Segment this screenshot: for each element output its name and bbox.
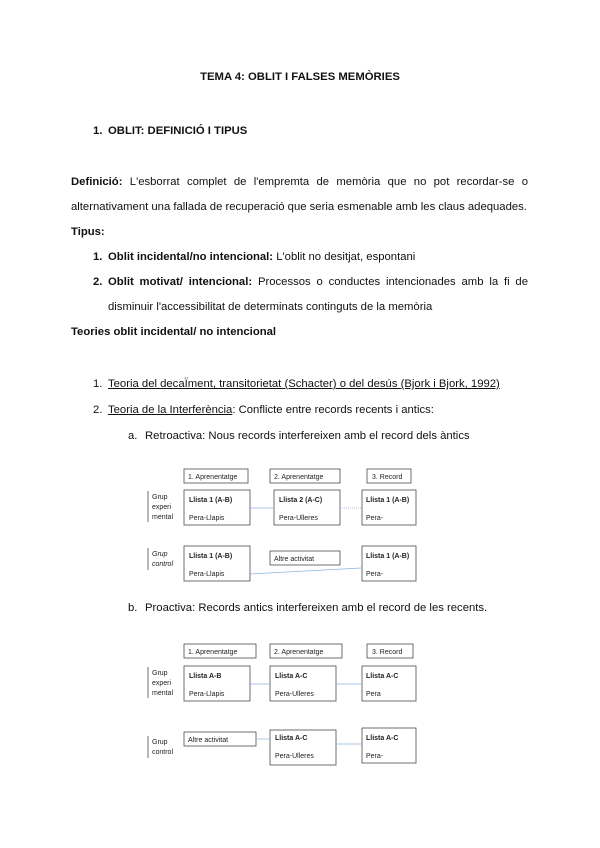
pro-group-exp-3: mental [152,690,174,697]
pro-phase2: 2. Aprenentatge [274,649,324,656]
retro-group-exp-1: Grup [152,494,168,501]
retro-ctl-other: Altre activitat [274,556,315,563]
retro-phase3: 3. Record [372,474,403,481]
retro-ctl-list3-label: Llista 1 (A-B) [366,553,410,560]
retro-group-exp-3: mental [152,514,174,521]
pro-ctl-list2-label: Llista A-C [275,735,308,742]
sub-a-letter: a. [128,430,138,442]
retro-group-ctl-1: Grup [152,551,168,558]
retro-group-exp-2: experi [152,504,172,511]
definition-label: Definició: [71,176,123,188]
pro-phase3: 3. Record [372,649,403,656]
pro-group-exp-2: experi [152,680,172,687]
teoria-2-text: : Conflicte entre records recents i antics: [232,404,434,416]
tipus-2-text: Processos o conductes intencionades amb la fi de [252,276,528,288]
sub-b-text: Proactiva: Records antics interfereixen amb el record de les recents. [145,602,488,614]
retro-ctl-arrow [250,568,361,574]
tipus-2 [108,276,528,288]
retro-exp-list2-label: Llista 2 (A-C) [279,497,323,504]
teoria-2 [108,404,434,416]
pro-phase1: 1. Aprenentatge [188,649,238,656]
tipus-2-cont: disminuir l'accessibilitat de determinats continguts de la memòria [108,301,433,313]
pro-exp-list1-pair: Pera-Llapis [189,691,225,698]
retro-ctl-list1-pair: Pera-Llapis [189,571,225,578]
sub-a-text: Retroactiva: Nous records interfereixen amb el record dels àntics [145,430,470,442]
pro-exp-list3-pair: Pera [366,691,381,698]
teoria-1-link[interactable]: Teoria del decaÏment, transitorietat (Schacter) o del desús (Bjork i Bjork, 1992) [108,378,500,390]
retro-exp-list3-pair: Pera- [366,515,384,522]
tipus-2-label: Oblit motivat/ intencional: [108,276,253,288]
proactive-diagram [146,640,420,768]
tipus-1 [108,251,415,263]
teories-heading: Teories oblit incidental/ no intencional [71,326,277,338]
section-number: 1. [93,125,103,137]
pro-group-ctl-2: control [152,749,174,756]
retro-phase2: 2. Aprenentatge [274,474,324,481]
teoria-1-number: 1. [93,378,103,390]
retro-phase1: 1. Aprenentatge [188,474,238,481]
teoria-2-number: 2. [93,404,103,416]
pro-ctl-list3-label: Llista A-C [366,735,399,742]
section-heading: OBLIT: DEFINICIÓ I TIPUS [108,125,248,137]
sub-b-letter: b. [128,602,138,614]
tipus-1-text: L'oblit no desitjat, espontani [273,251,416,263]
pro-exp-list3-label: Llista A-C [366,673,399,680]
retro-ctl-list3-pair: Pera- [366,571,384,578]
definition-line2: alternativament una fallada de recuperació que seria esmenable amb les claus adequades. [71,201,527,213]
page-title: TEMA 4: OBLIT I FALSES MEMÒRIES [200,71,400,83]
pro-ctl-list3-pair: Pera- [366,753,384,760]
retro-exp-list2-pair: Pera-Ulleres [279,515,318,522]
retro-exp-list1-pair: Pera-Llapis [189,515,225,522]
tipus-label: Tipus: [71,226,105,238]
tipus-1-number: 1. [93,251,103,263]
pro-exp-list2-pair: Pera-Ulleres [275,691,314,698]
tipus-2-number: 2. [93,276,103,288]
pro-exp-list2-label: Llista A-C [275,673,308,680]
pro-ctl-list2-pair: Pera-Ulleres [275,753,314,760]
retroactive-diagram [146,464,420,586]
tipus-1-label: Oblit incidental/no intencional: [108,251,274,263]
retro-exp-list3-label: Llista 1 (A-B) [366,497,410,504]
retro-ctl-list1-label: Llista 1 (A-B) [189,553,233,560]
pro-group-exp-1: Grup [152,670,168,677]
definition-line1 [71,176,528,188]
pro-exp-list1-label: Llista A-B [189,673,222,680]
teoria-2-link[interactable]: Teoria de la Interferència [108,404,233,416]
definition-text: L'esborrat complet de l'empremta de memòria que no pot recordar-se o [129,176,529,188]
retro-exp-list1-label: Llista 1 (A-B) [189,497,233,504]
pro-ctl-other: Altre activitat [188,737,229,744]
retro-group-ctl-2: control [152,561,174,568]
pro-group-ctl-1: Grup [152,739,168,746]
